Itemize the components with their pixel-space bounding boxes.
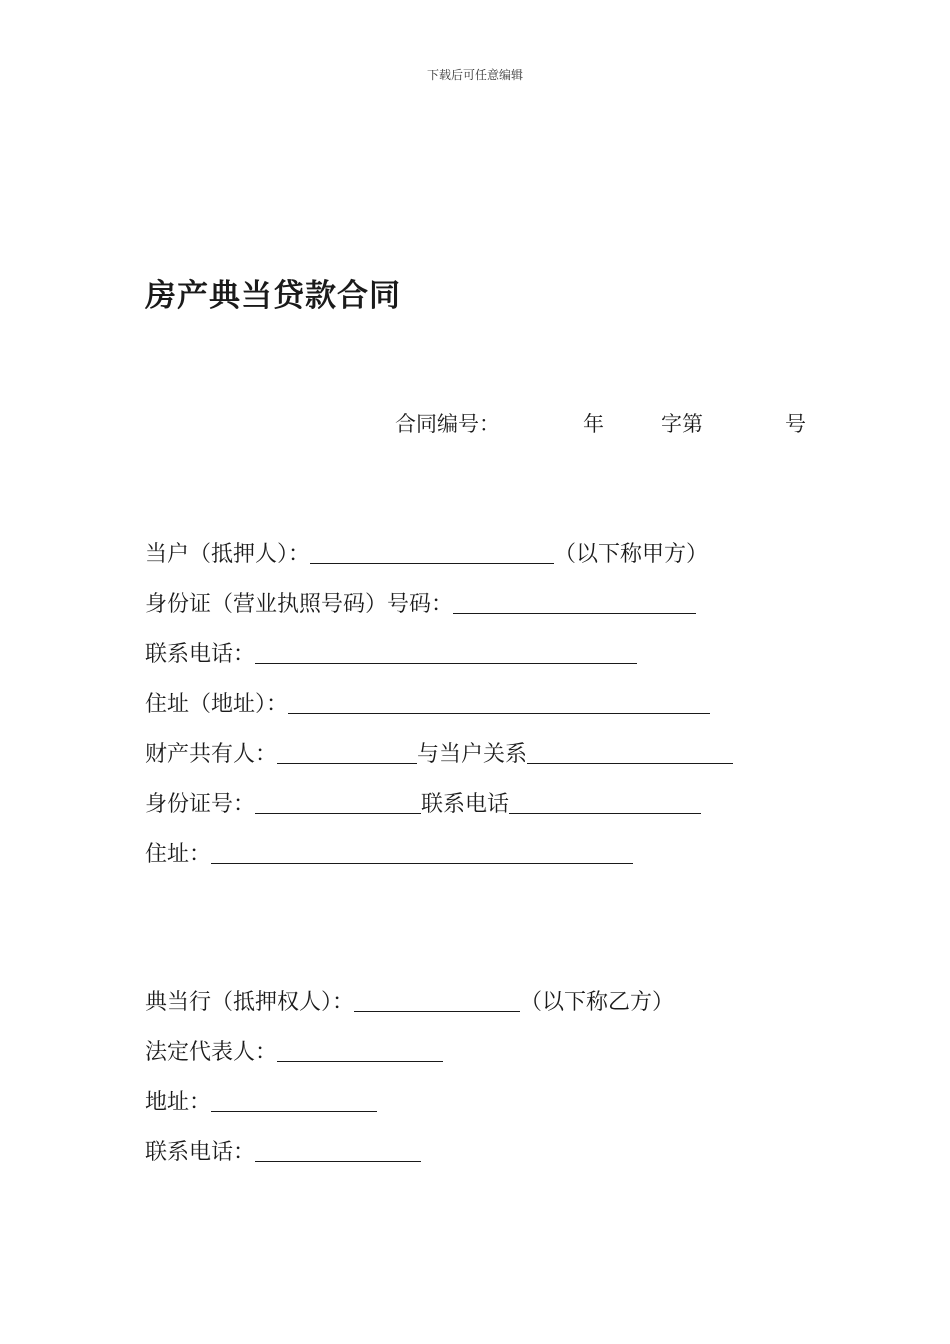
coowner-phone-label: 联系电话 <box>421 792 510 817</box>
coowner-label: 财产共有人： <box>145 742 278 767</box>
coowner-address-field[interactable] <box>211 841 633 864</box>
pawner-phone-label: 联系电话： <box>145 642 256 667</box>
pawner-name-field[interactable] <box>310 541 554 564</box>
coowner-id-label: 身份证号： <box>145 792 256 817</box>
contract-no-label: 号 <box>785 412 806 436</box>
pawner-id-line <box>145 588 696 618</box>
contract-char-label: 字第 <box>661 412 703 436</box>
coowner-phone-field[interactable] <box>509 791 701 814</box>
pawnshop-phone-line <box>145 1136 421 1166</box>
pawner-suffix: （以下称甲方） <box>554 542 709 567</box>
pawnshop-phone-field[interactable] <box>255 1139 421 1162</box>
pawner-id-field[interactable] <box>453 591 696 614</box>
representative-line <box>145 1036 443 1066</box>
pawnshop-address-field[interactable] <box>211 1089 377 1112</box>
pawnshop-name-field[interactable] <box>354 989 520 1012</box>
contract-number-label: 合同编号： <box>395 412 500 436</box>
pawner-line <box>145 538 708 568</box>
pawner-address-field[interactable] <box>288 691 710 714</box>
coowner-name-field[interactable] <box>277 741 417 764</box>
pawnshop-address-line <box>145 1086 377 1116</box>
coowner-address-label: 住址： <box>145 842 212 867</box>
coowner-id-field[interactable] <box>255 791 421 814</box>
coowner-relation-label: 与当户关系 <box>417 742 528 767</box>
pawnshop-address-label: 地址： <box>145 1090 212 1115</box>
pawner-address-line <box>145 688 710 718</box>
pawner-phone-line <box>145 638 637 668</box>
pawner-label: 当户（抵押人）： <box>145 542 311 567</box>
page-header-note: 下载后可任意编辑 <box>426 68 523 82</box>
pawnshop-suffix: （以下称乙方） <box>520 990 675 1015</box>
pawner-address-label: 住址（地址）： <box>145 692 289 717</box>
pawnshop-label: 典当行（抵押权人）： <box>145 990 355 1015</box>
pawner-id-label: 身份证（营业执照号码）号码： <box>145 592 454 617</box>
coowner-relation-field[interactable] <box>527 741 733 764</box>
contract-year-label: 年 <box>583 412 604 436</box>
document-title: 房产典当贷款合同 <box>145 278 401 314</box>
coowner-address-line <box>145 838 633 868</box>
coowner-id-line <box>145 788 701 818</box>
representative-field[interactable] <box>277 1039 443 1062</box>
coowner-line <box>145 738 733 768</box>
pawnshop-line <box>145 986 674 1016</box>
pawnshop-phone-label: 联系电话： <box>145 1140 256 1165</box>
pawner-phone-field[interactable] <box>255 641 637 664</box>
representative-label: 法定代表人： <box>145 1040 278 1065</box>
